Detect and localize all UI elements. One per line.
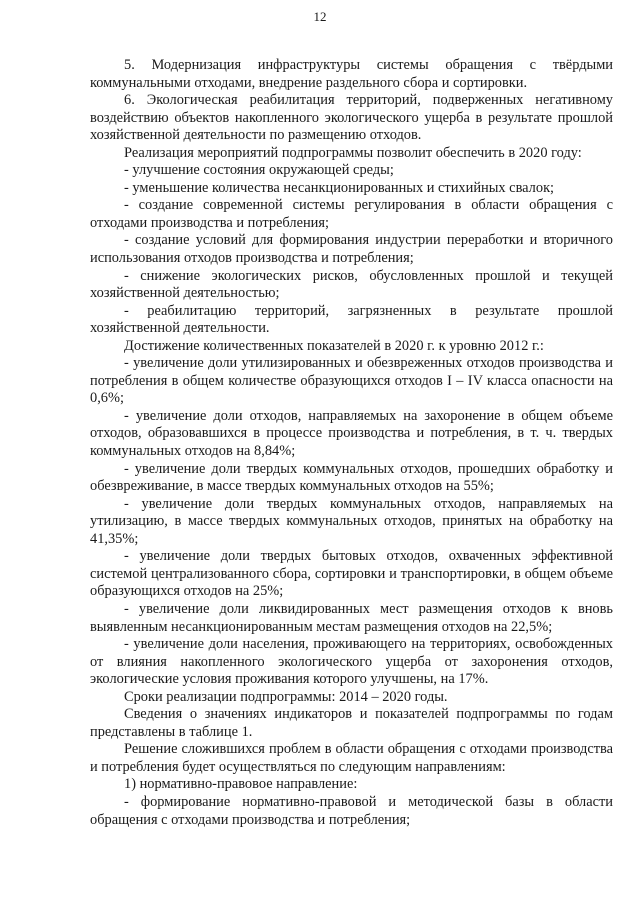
page-number: 12 <box>313 9 327 24</box>
list-item: - уменьшение количества несанкционированных и стихийных свалок; <box>124 179 555 196</box>
paragraph: 5. Модернизация инфраструктуры системы обращения с твёрдыми коммунальными отходами, внедрение раздельного сбора и сортировки. <box>90 57 613 91</box>
paragraph: Сведения о значениях индикаторов и показателей подпрограммы по годам представлены в таблице 1. <box>90 706 613 740</box>
paragraph: Реализация мероприятий подпрограммы позволит обеспечить в 2020 году: <box>124 144 582 161</box>
list-item: - увеличение доли населения, проживающего на территориях, освобожденных от влияния накопленного экологического ущерба от захоронения отходов, экологические условия проживания которого улучшены, на 17%. <box>90 636 613 688</box>
list-item: - улучшение состояния окружающей среды; <box>124 162 394 179</box>
list-item: - увеличение доли ликвидированных мест размещения отходов к вновь выявленным несанкционированным местам размещения отходов на 22,5%; <box>90 600 613 635</box>
paragraph: Решение сложившихся проблем в области обращения с отходами производства и потребления будет осуществляться по следующим направлениям: <box>90 741 613 775</box>
paragraph: Сроки реализации подпрограммы: 2014 – 2020 годы. <box>124 688 448 705</box>
list-item: - увеличение доли отходов, направляемых на захоронение в общем объеме отходов, образовавшихся в процессе производства и потребления, в т. ч. твердых коммунальных отходов на 8,84%; <box>90 407 613 460</box>
list-item: - формирование нормативно-правовой и методической базы в области обращения с отходами производства и потребления; <box>90 793 613 828</box>
document-body <box>90 57 613 829</box>
list-item: - увеличение доли твердых коммунальных отходов, прошедших обработку и обезвреживание, в массе твердых коммунальных отходов на 55%; <box>90 460 613 495</box>
list-item: - создание современной системы регулирования в области обращения с отходами производства и потребления; <box>90 197 613 231</box>
list-item: - увеличение доли утилизированных и обезвреженных отходов производства и потребления в общем количестве образующихся отходов I – IV класса опасности на 0,6%; <box>90 355 613 407</box>
list-item: - увеличение доли твердых бытовых отходов, охваченных эффективной системой централизованного сбора, сортировки и транспортировки, в общем объеме образующихся отходов на 25%; <box>90 548 613 600</box>
paragraph: 1) нормативно-правовое направление: <box>124 776 358 793</box>
paragraph: Достижение количественных показателей в 2020 г. к уровню 2012 г.: <box>124 337 544 354</box>
list-item: - создание условий для формирования индустрии переработки и вторичного использования отходов производства и потребления; <box>90 232 613 267</box>
list-item: - увеличение доли твердых коммунальных отходов, направляемых на утилизацию, в массе твердых коммунальных отходов, принятых на обработку на 41,35%; <box>90 495 613 547</box>
list-item: - реабилитацию территорий, загрязненных в результате прошлой хозяйственной деятельности. <box>90 302 613 337</box>
list-item: - снижение экологических рисков, обусловленных прошлой и текущей хозяйственной деятельностью; <box>90 267 613 302</box>
paragraph: 6. Экологическая реабилитация территорий, подверженных негативному воздействию объектов накопленного экологического ущерба в результате прошлой хозяйственной деятельности по размещению отходов. <box>90 92 613 144</box>
